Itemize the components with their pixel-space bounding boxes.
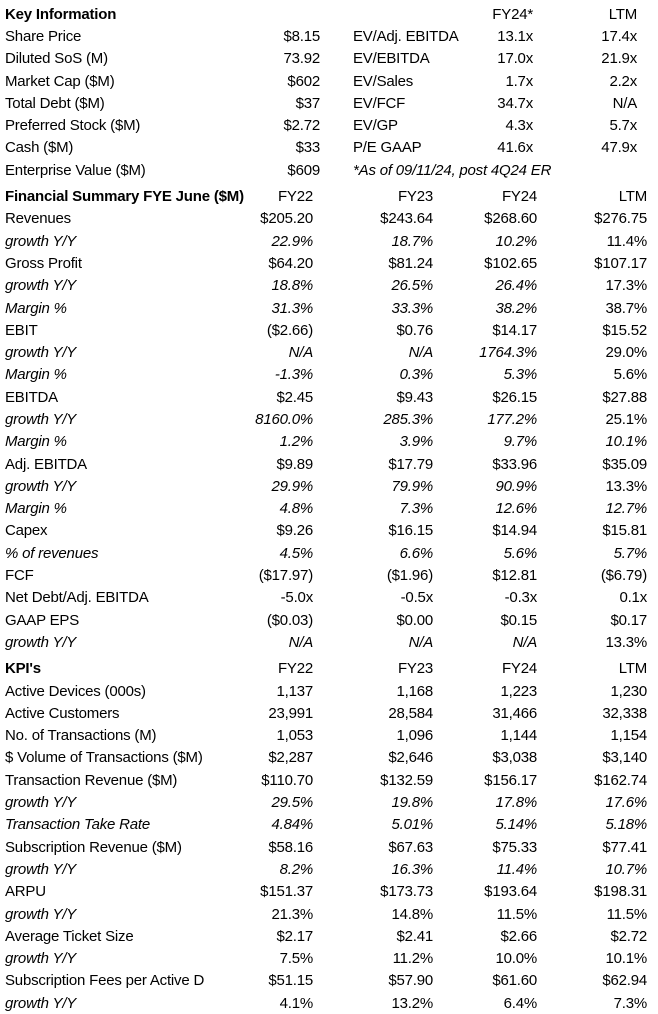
cell-ltm: $15.81 bbox=[602, 522, 647, 540]
cell-ltm: ($6.79) bbox=[600, 567, 647, 585]
kpis-rows bbox=[0, 680, 658, 1014]
cell-fy24: $3,038 bbox=[492, 749, 537, 767]
kpis-section bbox=[0, 658, 658, 1014]
cell-ltm: $198.31 bbox=[594, 883, 647, 901]
table-row bbox=[0, 431, 658, 453]
cell-fy23: 13.2% bbox=[391, 994, 433, 1012]
cell-ltm: 0.1x bbox=[619, 589, 647, 607]
cell-ltm: 10.1% bbox=[605, 433, 647, 451]
table-row bbox=[0, 252, 658, 274]
table-row bbox=[0, 319, 658, 341]
table-row bbox=[0, 520, 658, 542]
cell-fy23: $243.64 bbox=[380, 210, 433, 228]
row-label: Active Customers bbox=[5, 704, 120, 722]
cell-fy23: 0.3% bbox=[399, 366, 433, 384]
cell-fy24: 41.6x bbox=[497, 139, 533, 157]
cell-fy24: 4.3x bbox=[505, 117, 533, 135]
cell-fy22: $2.45 bbox=[276, 388, 313, 406]
cell-fy24: $102.65 bbox=[484, 254, 537, 272]
cell-fy24: 13.1x bbox=[497, 27, 533, 45]
cell-value: $602 bbox=[287, 72, 320, 90]
cell-ltm: 29.0% bbox=[605, 344, 647, 362]
cell-fy24: $75.33 bbox=[492, 838, 537, 856]
table-row bbox=[0, 769, 658, 791]
row-label: growth Y/Y bbox=[5, 794, 77, 812]
cell-fy23: 18.7% bbox=[391, 232, 433, 250]
cell-fy22: 29.5% bbox=[271, 794, 313, 812]
cell-fy22: 7.5% bbox=[279, 950, 313, 968]
table-row bbox=[0, 159, 658, 181]
cell-ltm: 5.7% bbox=[613, 544, 647, 562]
cell-fy24: 9.7% bbox=[503, 433, 537, 451]
row-label: EBITDA bbox=[5, 388, 58, 406]
kpis-header-row bbox=[0, 658, 658, 680]
table-row bbox=[0, 70, 658, 92]
cell-value: 73.92 bbox=[283, 50, 320, 68]
cell-ltm: 17.6% bbox=[605, 794, 647, 812]
cell-ltm: $35.09 bbox=[602, 455, 647, 473]
row-label: Share Price bbox=[5, 27, 82, 45]
cell-fy23: 285.3% bbox=[383, 410, 433, 428]
cell-value: $2.72 bbox=[283, 117, 320, 135]
cell-fy23: $81.24 bbox=[388, 254, 433, 272]
row-label: Transaction Take Rate bbox=[5, 816, 151, 834]
table-row bbox=[0, 364, 658, 386]
row-label: Margin % bbox=[5, 299, 67, 317]
table-row bbox=[0, 297, 658, 319]
cell-ltm: 5.6% bbox=[613, 366, 647, 384]
cell-ltm: $0.17 bbox=[610, 611, 647, 629]
table-row bbox=[0, 725, 658, 747]
table-row bbox=[0, 408, 658, 430]
cell-fy24: 1764.3% bbox=[479, 344, 537, 362]
cell-fy23: 7.3% bbox=[399, 500, 433, 518]
cell-fy22: 4.84% bbox=[271, 816, 313, 834]
cell-fy24: 177.2% bbox=[487, 410, 537, 428]
row-label: Active Devices (000s) bbox=[5, 682, 146, 700]
row-label: % of revenues bbox=[5, 544, 99, 562]
row-label: $ Volume of Transactions ($M) bbox=[5, 749, 203, 767]
table-row bbox=[0, 970, 658, 992]
cell-fy24: 5.6% bbox=[503, 544, 537, 562]
financial-summary-section bbox=[0, 185, 658, 653]
cell-ltm: $15.52 bbox=[602, 321, 647, 339]
cell-fy22: ($2.66) bbox=[266, 321, 313, 339]
financial-summary-title: Financial Summary FYE June ($M) bbox=[5, 188, 244, 206]
cell-fy24: 5.3% bbox=[503, 366, 537, 384]
cell-fy23: 79.9% bbox=[391, 477, 433, 495]
cell-fy22: -1.3% bbox=[274, 366, 313, 384]
col-header-ltm: LTM bbox=[618, 660, 647, 678]
table-row bbox=[0, 702, 658, 724]
cell-fy23: $173.73 bbox=[380, 883, 433, 901]
cell-fy23: $9.43 bbox=[396, 388, 433, 406]
row-label: Subscription Revenue ($M) bbox=[5, 838, 182, 856]
cell-fy24: $33.96 bbox=[492, 455, 537, 473]
row-metric-label: EV/GP bbox=[353, 117, 398, 135]
table-row bbox=[0, 475, 658, 497]
row-metric-label: EV/FCF bbox=[353, 94, 406, 112]
cell-fy22: 4.8% bbox=[279, 500, 313, 518]
cell-fy22: $51.15 bbox=[268, 972, 313, 990]
table-row bbox=[0, 453, 658, 475]
cell-ltm: $2.72 bbox=[610, 927, 647, 945]
cell-fy22: 31.3% bbox=[271, 299, 313, 317]
cell-fy22: $2.17 bbox=[276, 927, 313, 945]
cell-ltm: 47.9x bbox=[601, 139, 637, 157]
row-metric-label: P/E GAAP bbox=[353, 139, 422, 157]
cell-fy24: 5.14% bbox=[495, 816, 537, 834]
col-header-fy24: FY24 bbox=[501, 188, 537, 206]
financial-summary-header-row bbox=[0, 185, 658, 207]
cell-fy22: N/A bbox=[288, 633, 313, 651]
cell-fy23: $2,646 bbox=[388, 749, 433, 767]
cell-value: $33 bbox=[295, 139, 320, 157]
row-label: Transaction Revenue ($M) bbox=[5, 771, 178, 789]
cell-ltm: $27.88 bbox=[602, 388, 647, 406]
row-label: EBIT bbox=[5, 321, 38, 339]
footnote: *As of 09/11/24, post 4Q24 ER bbox=[353, 161, 552, 179]
cell-ltm: $62.94 bbox=[602, 972, 647, 990]
table-row bbox=[0, 48, 658, 70]
cell-fy24: 1.7x bbox=[505, 72, 533, 90]
cell-ltm: $162.74 bbox=[594, 771, 647, 789]
cell-fy22: 21.3% bbox=[271, 905, 313, 923]
cell-ltm: $107.17 bbox=[594, 254, 647, 272]
row-label: growth Y/Y bbox=[5, 232, 77, 250]
cell-fy23: $132.59 bbox=[380, 771, 433, 789]
cell-value: $609 bbox=[287, 161, 320, 179]
cell-ltm: 13.3% bbox=[605, 633, 647, 651]
table-row bbox=[0, 386, 658, 408]
cell-fy24: 31,466 bbox=[492, 704, 537, 722]
row-label: growth Y/Y bbox=[5, 860, 77, 878]
row-label: Margin % bbox=[5, 433, 67, 451]
cell-fy22: 4.1% bbox=[279, 994, 313, 1012]
key-information-rows bbox=[0, 25, 658, 181]
cell-fy22: $9.89 bbox=[276, 455, 313, 473]
table-row bbox=[0, 114, 658, 136]
cell-fy24: $61.60 bbox=[492, 972, 537, 990]
table-row bbox=[0, 137, 658, 159]
cell-fy23: N/A bbox=[408, 633, 433, 651]
cell-fy24: 11.4% bbox=[496, 860, 537, 878]
col-header-fy23: FY23 bbox=[397, 660, 433, 678]
cell-fy23: 28,584 bbox=[388, 704, 433, 722]
cell-fy23: $0.00 bbox=[396, 611, 433, 629]
cell-fy22: $151.37 bbox=[260, 883, 313, 901]
row-label: growth Y/Y bbox=[5, 950, 77, 968]
cell-fy23: 11.2% bbox=[392, 950, 433, 968]
cell-fy24: $14.17 bbox=[492, 321, 537, 339]
table-row bbox=[0, 25, 658, 47]
cell-ltm: 12.7% bbox=[605, 500, 647, 518]
cell-ltm: 10.1% bbox=[605, 950, 647, 968]
cell-fy23: 6.6% bbox=[399, 544, 433, 562]
cell-fy24: 12.6% bbox=[495, 500, 537, 518]
row-label: Subscription Fees per Active D bbox=[5, 972, 205, 990]
cell-ltm: 7.3% bbox=[613, 994, 647, 1012]
key-information-section bbox=[0, 3, 658, 181]
cell-fy22: $9.26 bbox=[276, 522, 313, 540]
col-header-fy22: FY22 bbox=[277, 188, 313, 206]
cell-fy23: -0.5x bbox=[400, 589, 433, 607]
table-row bbox=[0, 903, 658, 925]
cell-fy24: 10.0% bbox=[495, 950, 537, 968]
key-information-title: Key Information bbox=[5, 5, 117, 23]
cell-ltm: 17.4x bbox=[601, 27, 637, 45]
row-label: ARPU bbox=[5, 883, 46, 901]
financial-summary-rows bbox=[0, 208, 658, 654]
row-label: Average Ticket Size bbox=[5, 927, 134, 945]
cell-fy24: $268.60 bbox=[484, 210, 537, 228]
cell-ltm: $77.41 bbox=[602, 838, 647, 856]
cell-fy24: $12.81 bbox=[492, 567, 537, 585]
cell-fy22: 23,991 bbox=[268, 704, 313, 722]
cell-fy23: $57.90 bbox=[388, 972, 433, 990]
row-label: Net Debt/Adj. EBITDA bbox=[5, 589, 149, 607]
cell-fy24: $14.94 bbox=[492, 522, 537, 540]
cell-value: $8.15 bbox=[283, 27, 320, 45]
cell-fy24: 1,144 bbox=[500, 727, 537, 745]
col-header-fy23: FY23 bbox=[397, 188, 433, 206]
cell-ltm: 21.9x bbox=[601, 50, 637, 68]
cell-fy23: $2.41 bbox=[396, 927, 433, 945]
row-label: Gross Profit bbox=[5, 254, 82, 272]
cell-fy23: $67.63 bbox=[388, 838, 433, 856]
cell-fy22: -5.0x bbox=[280, 589, 313, 607]
cell-fy22: $58.16 bbox=[268, 838, 313, 856]
table-row bbox=[0, 836, 658, 858]
row-label: growth Y/Y bbox=[5, 410, 77, 428]
cell-ltm: 38.7% bbox=[605, 299, 647, 317]
row-label: Revenues bbox=[5, 210, 71, 228]
row-label: GAAP EPS bbox=[5, 611, 79, 629]
cell-fy23: 1,096 bbox=[396, 727, 433, 745]
row-metric-label: EV/EBITDA bbox=[353, 50, 430, 68]
table-row bbox=[0, 609, 658, 631]
key-info-col-header-ltm: LTM bbox=[608, 5, 637, 23]
table-row bbox=[0, 230, 658, 252]
cell-fy24: 11.5% bbox=[496, 905, 537, 923]
cell-fy24: $0.15 bbox=[500, 611, 537, 629]
cell-fy22: 18.8% bbox=[271, 277, 313, 295]
cell-fy22: 1,053 bbox=[276, 727, 313, 745]
table-row bbox=[0, 947, 658, 969]
cell-fy23: 33.3% bbox=[391, 299, 433, 317]
cell-ltm: $276.75 bbox=[594, 210, 647, 228]
table-row bbox=[0, 542, 658, 564]
cell-fy24: -0.3x bbox=[504, 589, 537, 607]
cell-ltm: 5.7x bbox=[609, 117, 637, 135]
cell-fy23: 3.9% bbox=[399, 433, 433, 451]
cell-fy24: 26.4% bbox=[495, 277, 537, 295]
cell-fy23: $17.79 bbox=[388, 455, 433, 473]
cell-fy24: $156.17 bbox=[484, 771, 537, 789]
table-row bbox=[0, 564, 658, 586]
row-label: growth Y/Y bbox=[5, 277, 77, 295]
cell-fy24: 17.0x bbox=[497, 50, 533, 68]
row-label: growth Y/Y bbox=[5, 344, 77, 362]
col-header-fy24: FY24 bbox=[501, 660, 537, 678]
cell-ltm: 11.4% bbox=[606, 232, 647, 250]
table-row bbox=[0, 587, 658, 609]
cell-fy24: N/A bbox=[512, 633, 537, 651]
cell-ltm: 11.5% bbox=[606, 905, 647, 923]
cell-fy23: $0.76 bbox=[396, 321, 433, 339]
cell-fy24: 6.4% bbox=[503, 994, 537, 1012]
col-header-ltm: LTM bbox=[618, 188, 647, 206]
row-label: Enterprise Value ($M) bbox=[5, 161, 146, 179]
cell-fy23: 19.8% bbox=[391, 794, 433, 812]
table-row bbox=[0, 747, 658, 769]
cell-fy22: ($0.03) bbox=[266, 611, 313, 629]
key-information-header-row bbox=[0, 3, 658, 25]
cell-ltm: 10.7% bbox=[605, 860, 647, 878]
table-row bbox=[0, 992, 658, 1014]
table-row bbox=[0, 208, 658, 230]
row-label: No. of Transactions (M) bbox=[5, 727, 157, 745]
cell-fy23: 1,168 bbox=[396, 682, 433, 700]
cell-fy24: $193.64 bbox=[484, 883, 537, 901]
table-row bbox=[0, 275, 658, 297]
cell-ltm: 1,230 bbox=[610, 682, 647, 700]
cell-fy23: N/A bbox=[408, 344, 433, 362]
row-label: Adj. EBITDA bbox=[5, 455, 87, 473]
table-row bbox=[0, 814, 658, 836]
cell-fy24: 10.2% bbox=[495, 232, 537, 250]
cell-fy24: 38.2% bbox=[495, 299, 537, 317]
cell-fy23: 16.3% bbox=[391, 860, 433, 878]
cell-ltm: N/A bbox=[612, 94, 637, 112]
table-row bbox=[0, 881, 658, 903]
cell-fy23: ($1.96) bbox=[386, 567, 433, 585]
cell-fy22: 8160.0% bbox=[255, 410, 313, 428]
cell-fy22: 4.5% bbox=[279, 544, 313, 562]
key-info-col-header-fy24: FY24* bbox=[492, 5, 533, 23]
cell-fy22: 8.2% bbox=[279, 860, 313, 878]
cell-ltm: 25.1% bbox=[605, 410, 647, 428]
cell-fy23: $16.15 bbox=[388, 522, 433, 540]
cell-fy22: $2,287 bbox=[268, 749, 313, 767]
row-label: Capex bbox=[5, 522, 48, 540]
cell-ltm: 1,154 bbox=[610, 727, 647, 745]
row-label: growth Y/Y bbox=[5, 905, 77, 923]
cell-ltm: 2.2x bbox=[609, 72, 637, 90]
cell-fy23: 14.8% bbox=[391, 905, 433, 923]
cell-fy24: $2.66 bbox=[500, 927, 537, 945]
table-row bbox=[0, 680, 658, 702]
row-label: Margin % bbox=[5, 500, 67, 518]
row-label: Total Debt ($M) bbox=[5, 94, 105, 112]
row-label: growth Y/Y bbox=[5, 994, 77, 1012]
row-label: growth Y/Y bbox=[5, 633, 77, 651]
cell-ltm: 13.3% bbox=[605, 477, 647, 495]
table-row bbox=[0, 341, 658, 363]
cell-fy24: $26.15 bbox=[492, 388, 537, 406]
kpis-title: KPI's bbox=[5, 660, 41, 678]
col-header-fy22: FY22 bbox=[277, 660, 313, 678]
row-label: growth Y/Y bbox=[5, 477, 77, 495]
row-metric-label: EV/Sales bbox=[353, 72, 414, 90]
row-label: Margin % bbox=[5, 366, 67, 384]
table-row bbox=[0, 631, 658, 653]
cell-ltm: 17.3% bbox=[605, 277, 647, 295]
row-label: FCF bbox=[5, 567, 34, 585]
row-metric-label: EV/Adj. EBITDA bbox=[353, 27, 459, 45]
table-row bbox=[0, 791, 658, 813]
table-row bbox=[0, 92, 658, 114]
table-row bbox=[0, 925, 658, 947]
cell-fy24: 17.8% bbox=[495, 794, 537, 812]
row-label: Preferred Stock ($M) bbox=[5, 117, 141, 135]
cell-fy22: $64.20 bbox=[268, 254, 313, 272]
cell-fy22: 1,137 bbox=[276, 682, 313, 700]
cell-fy22: N/A bbox=[288, 344, 313, 362]
cell-fy22: $110.70 bbox=[261, 771, 313, 789]
table-row bbox=[0, 498, 658, 520]
cell-fy22: $205.20 bbox=[260, 210, 313, 228]
cell-fy24: 34.7x bbox=[497, 94, 533, 112]
cell-fy23: 26.5% bbox=[391, 277, 433, 295]
cell-fy22: ($17.97) bbox=[258, 567, 313, 585]
cell-fy22: 29.9% bbox=[271, 477, 313, 495]
cell-fy23: 5.01% bbox=[391, 816, 433, 834]
cell-fy22: 1.2% bbox=[279, 433, 313, 451]
row-label: Market Cap ($M) bbox=[5, 72, 115, 90]
cell-fy24: 1,223 bbox=[500, 682, 537, 700]
row-label: Diluted SoS (M) bbox=[5, 50, 108, 68]
cell-ltm: 5.18% bbox=[605, 816, 647, 834]
cell-ltm: 32,338 bbox=[602, 704, 647, 722]
row-label: Cash ($M) bbox=[5, 139, 74, 157]
table-row bbox=[0, 858, 658, 880]
cell-value: $37 bbox=[295, 94, 320, 112]
cell-fy24: 90.9% bbox=[495, 477, 537, 495]
cell-fy22: 22.9% bbox=[271, 232, 313, 250]
cell-ltm: $3,140 bbox=[602, 749, 647, 767]
